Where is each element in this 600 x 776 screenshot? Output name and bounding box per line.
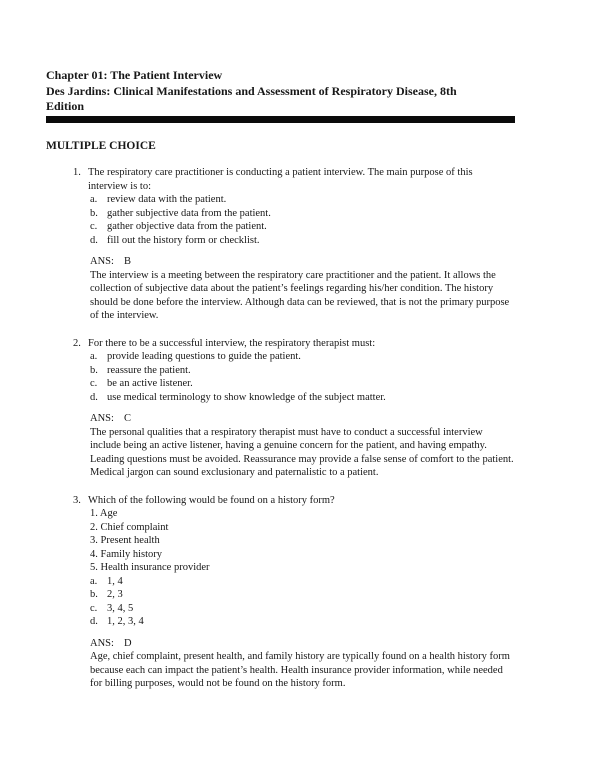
answer-label: ANS: bbox=[90, 637, 114, 649]
option-letter: a. bbox=[90, 575, 98, 587]
question-3 bbox=[46, 494, 516, 691]
option-text: use medical terminology to show knowledge of the subject matter. bbox=[107, 391, 386, 403]
question-stem: For there to be a successful interview, the respiratory therapist must: bbox=[88, 337, 376, 349]
option-text: 2, 3 bbox=[107, 589, 123, 600]
option-text: review data with the patient. bbox=[107, 194, 227, 205]
answer-line bbox=[88, 637, 516, 651]
option-letter: a. bbox=[90, 351, 98, 362]
section-heading: MULTIPLE CHOICE bbox=[46, 139, 156, 152]
option-text: provide leading questions to guide the patient. bbox=[107, 351, 301, 362]
answer-value: D bbox=[123, 637, 132, 649]
option-letter: b. bbox=[90, 364, 98, 376]
question-stem: Which of the following would be found on a history form? bbox=[88, 494, 335, 506]
answer-option-d bbox=[88, 234, 516, 248]
rationale: Age, chief complaint, present health, and family history are typically found on a health history form because each can impact the patient’s health. Health insurance provider information, while needed for billing purposes, would not be found on the history form. bbox=[90, 651, 510, 689]
question-body bbox=[88, 166, 516, 323]
answer-option-d bbox=[88, 391, 516, 405]
title-line-2: Des Jardins: Clinical Manifestations and Assessment of Respiratory Disease, 8th bbox=[46, 83, 457, 98]
answer-option-c bbox=[88, 220, 516, 234]
option-letter: c. bbox=[90, 221, 98, 232]
title-divider-bar bbox=[46, 116, 515, 123]
answer-option-a bbox=[88, 350, 516, 364]
stem-sub-item-1: 1. Age bbox=[90, 508, 118, 519]
option-letter: b. bbox=[90, 589, 98, 600]
answer-value: B bbox=[123, 256, 131, 267]
answer-option-b bbox=[88, 364, 516, 378]
answer-option-b bbox=[88, 588, 516, 602]
question-number: 2. bbox=[73, 337, 81, 349]
answer-label: ANS: bbox=[90, 256, 114, 267]
option-text: gather subjective data from the patient. bbox=[107, 207, 271, 219]
question-number: 1. bbox=[73, 167, 81, 178]
option-text: 1, 4 bbox=[107, 575, 123, 587]
answer-label: ANS: bbox=[90, 413, 114, 424]
question-body bbox=[88, 337, 516, 480]
stem-sub-item-5: 5. Health insurance provider bbox=[90, 562, 210, 573]
question-1 bbox=[46, 166, 516, 323]
option-text: 3, 4, 5 bbox=[107, 602, 134, 614]
document-title bbox=[46, 68, 516, 123]
option-text: be an active listener. bbox=[107, 378, 193, 389]
stem-sub-item-4: 4. Family history bbox=[90, 548, 163, 560]
option-letter: c. bbox=[90, 378, 98, 389]
title-line-3: Edition bbox=[46, 99, 85, 113]
answer-option-a bbox=[88, 575, 516, 589]
answer-value: C bbox=[123, 413, 131, 424]
answer-option-d bbox=[88, 615, 516, 629]
stem-sub-item-2: 2. Chief complaint bbox=[90, 521, 169, 533]
page-content bbox=[46, 68, 516, 691]
option-text: reassure the patient. bbox=[107, 364, 191, 376]
answer-option-a bbox=[88, 193, 516, 207]
question-number: 3. bbox=[73, 494, 81, 506]
option-letter: d. bbox=[90, 234, 98, 246]
answer-option-c bbox=[88, 602, 516, 616]
stem-sub-item-3: 3. Present health bbox=[90, 535, 160, 546]
answer-line bbox=[88, 412, 516, 426]
question-2 bbox=[46, 337, 516, 480]
option-letter: a. bbox=[90, 194, 98, 205]
answer-line bbox=[88, 255, 516, 269]
title-line-1: Chapter 01: The Patient Interview bbox=[46, 68, 223, 82]
option-text: gather objective data from the patient. bbox=[107, 221, 267, 232]
option-letter: d. bbox=[90, 616, 98, 627]
option-letter: d. bbox=[90, 391, 98, 403]
answer-option-b bbox=[88, 207, 516, 221]
rationale: The interview is a meeting between the respiratory care practitioner and the patient. It allows the collection of subjective data about the patient’s feelings regarding his/her condition. The history should be done before the interview. Although data can be reviewed, that is not the primary purpose of the interview. bbox=[90, 269, 510, 321]
option-letter: b. bbox=[90, 207, 98, 219]
rationale: The personal qualities that a respiratory therapist must have to conduct a successful interview include being an active listener, having a genuine concern for the patient, and having empathy. Leading questions must be avoided. Reassurance may provide a false sense of comfort to the patient. Medical jargon can sound exclusionary and paternalistic to a patient. bbox=[90, 426, 514, 478]
option-text: fill out the history form or checklist. bbox=[107, 234, 260, 246]
question-stem: The respiratory care practitioner is conducting a patient interview. The main purpose of this interview is to: bbox=[88, 167, 473, 192]
option-letter: c. bbox=[90, 602, 98, 614]
answer-option-c bbox=[88, 377, 516, 391]
question-body bbox=[88, 494, 516, 691]
option-text: 1, 2, 3, 4 bbox=[107, 616, 144, 627]
